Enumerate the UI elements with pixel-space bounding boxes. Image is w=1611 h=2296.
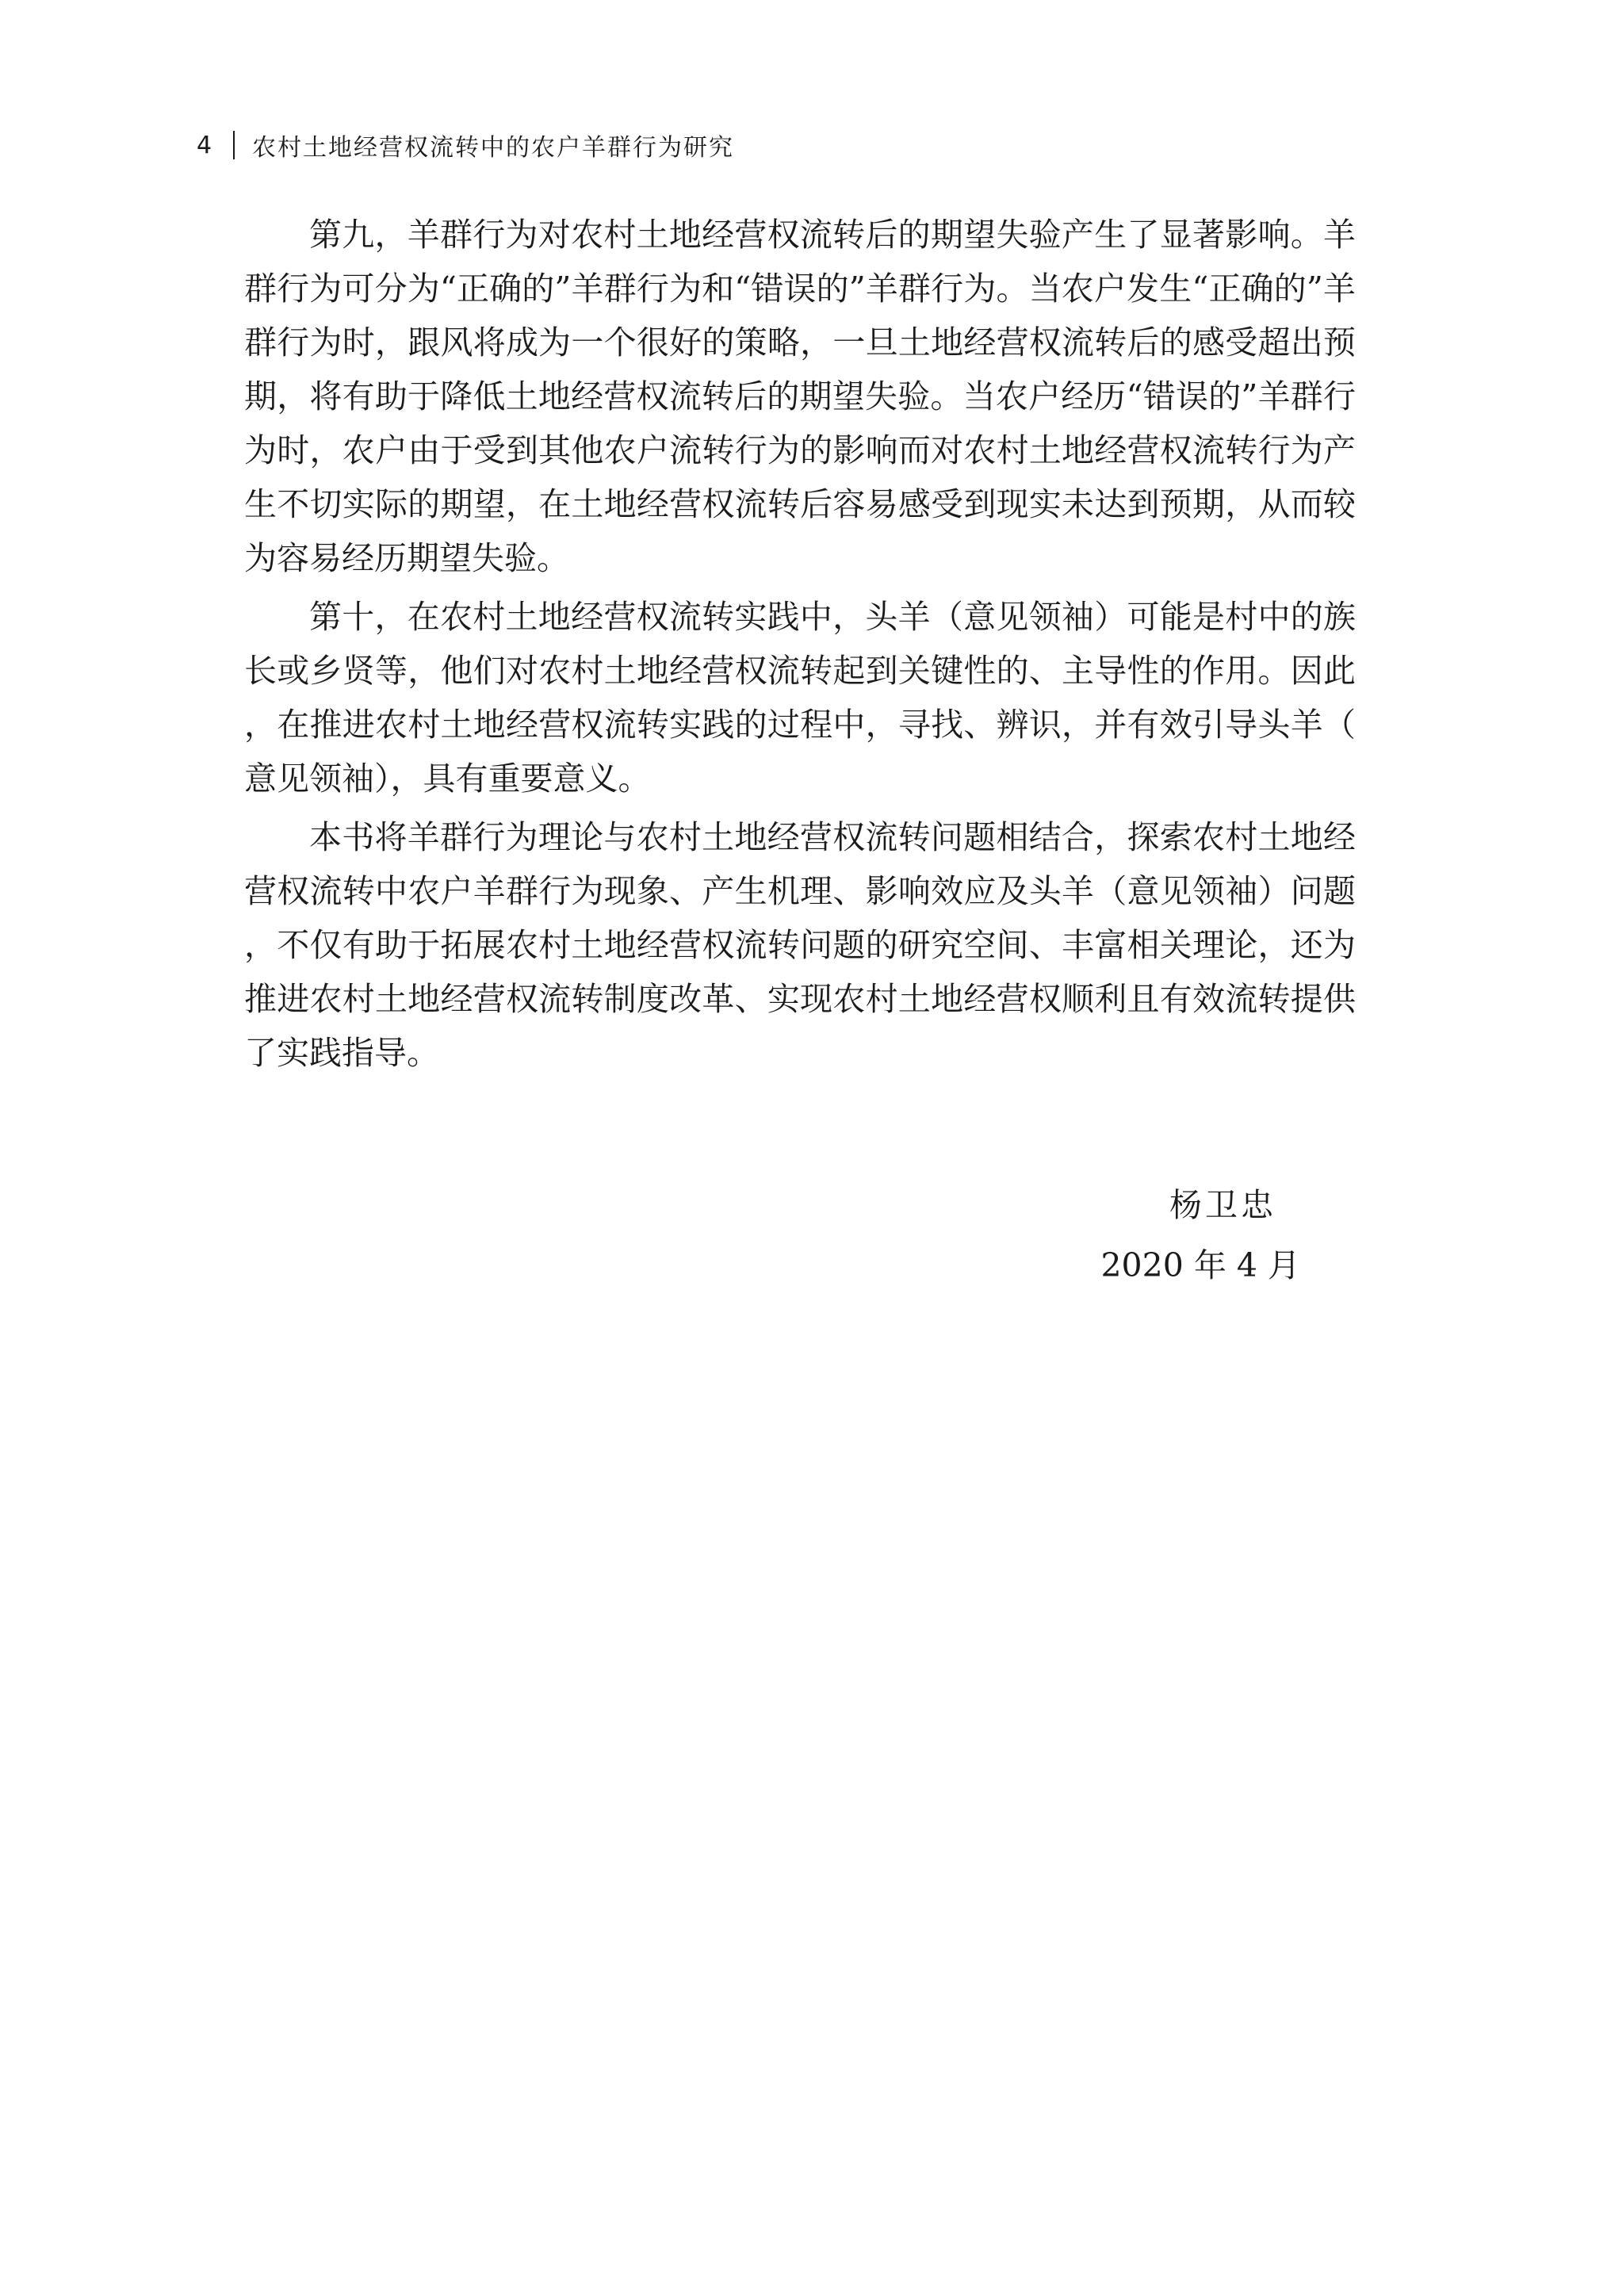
signature-block	[1100, 1178, 1300, 1292]
signature-date: 2020 年 4 月	[1100, 1246, 1300, 1284]
running-header	[197, 127, 734, 163]
book-title: 农村土地经营权流转中的农户羊群行为研究	[252, 134, 734, 162]
paragraph-book-summary: 本书将羊群行为理论与农村土地经营权流转问题相结合，探索农村土地经营权流转中农户羊群行为现象、产生机理、影响效应及头羊（意见领袖）问题，不仅有助于拓展农村土地经营权流转问题的研究空间、丰富相关理论，还为推进农村土地经营权流转制度改革、实现农村土地经营权顺利且有效流转提供了实践指导。	[244, 818, 1356, 1072]
page-number: 4	[197, 131, 214, 159]
header-divider	[233, 131, 235, 159]
paragraph-ninth-point: 第九，羊群行为对农村土地经营权流转后的期望失验产生了显著影响。羊群行为可分为“正确的”羊群行为和“错误的”羊群行为。当农户发生“正确的”羊群行为时，跟风将成为一个很好的策略，一旦土地经营权流转后的感受超出预期，将有助于降低土地经营权流转后的期望失验。当农户经历“错误的”羊群行为时，农户由于受到其他农户流转行为的影响而对农村土地经营权流转行为产生不切实际的期望，在土地经营权流转后容易感受到现实未达到预期，从而较为容易经历期望失验。	[244, 216, 1356, 577]
body-text	[244, 208, 1356, 1085]
paragraph-tenth-point: 第十，在农村土地经营权流转实践中，头羊（意见领袖）可能是村中的族长或乡贤等，他们对农村土地经营权流转起到关键性的、主导性的作用。因此，在推进农村土地经营权流转实践的过程中，寻找、辨识，并有效引导头羊（意见领袖），具有重要意义。	[244, 598, 1356, 798]
author-name: 杨卫忠	[1169, 1186, 1276, 1224]
